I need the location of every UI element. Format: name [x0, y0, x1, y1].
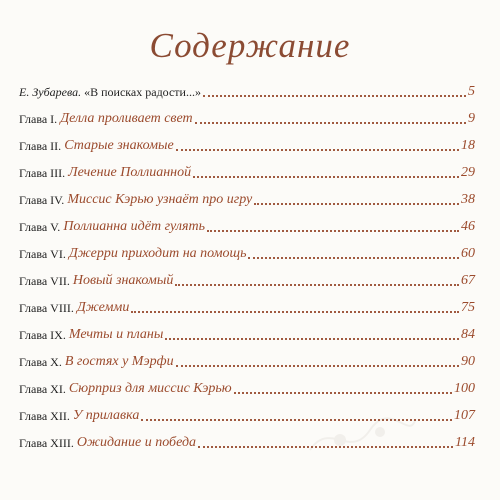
entry-page: 84: [461, 327, 475, 342]
entry-title: Поллианна идёт гулять: [63, 219, 205, 234]
entry-page: 18: [461, 138, 475, 153]
entry-page: 60: [461, 246, 475, 261]
entry-page: 114: [455, 435, 475, 450]
toc-entry-chapter-3[interactable]: [19, 159, 475, 181]
entry-page: 46: [461, 219, 475, 234]
toc-entry-chapter-2[interactable]: [19, 132, 475, 154]
entry-prefix: Глава III.: [19, 166, 66, 180]
entry-page: 5: [468, 84, 475, 99]
entry-page: 107: [454, 408, 475, 423]
dot-leader: [207, 230, 459, 232]
entry-prefix: Глава X.: [19, 355, 62, 369]
dot-leader: [131, 311, 459, 313]
dot-leader: [198, 446, 453, 448]
toc-entry-chapter-8[interactable]: [19, 294, 475, 316]
entry-prefix: Глава VI.: [19, 247, 66, 261]
toc-entry-chapter-5[interactable]: [19, 213, 475, 235]
dot-leader: [193, 176, 459, 178]
entry-title: Лечение Поллианной: [68, 165, 192, 180]
toc-entry-chapter-10[interactable]: [19, 348, 475, 370]
toc-entry-chapter-9[interactable]: [19, 321, 475, 343]
dot-leader: [165, 338, 459, 340]
toc-entry-chapter-12[interactable]: [19, 402, 475, 424]
entry-prefix: Глава II.: [19, 139, 62, 153]
entry-title: «В поисках радости...»: [84, 85, 201, 99]
entry-prefix: Глава XIII.: [19, 436, 74, 450]
entry-page: 100: [454, 381, 475, 396]
entry-title: Мечты и планы: [68, 327, 164, 342]
dot-leader: [176, 365, 459, 367]
dot-leader: [254, 203, 459, 205]
page-title: Содержание: [149, 26, 351, 65]
entry-prefix: Глава V.: [19, 220, 61, 234]
toc-entry-chapter-7[interactable]: [19, 267, 475, 289]
entry-prefix: Глава XII.: [19, 409, 70, 423]
dot-leader: [195, 122, 466, 124]
entry-title: Сюрприз для миссис Кэрью: [68, 381, 232, 396]
toc-entry-intro[interactable]: [19, 78, 475, 100]
dot-leader: [175, 284, 459, 286]
entry-title: Джемми: [76, 300, 130, 315]
dot-leader: [176, 149, 459, 151]
toc-entry-chapter-1[interactable]: [19, 105, 475, 127]
entry-page: 29: [461, 165, 475, 180]
entry-page: 9: [468, 111, 475, 126]
toc-entry-chapter-13[interactable]: [19, 429, 475, 451]
entry-prefix: Глава I.: [19, 112, 58, 126]
entry-prefix: Глава IV.: [19, 193, 65, 207]
toc-entry-chapter-6[interactable]: [19, 240, 475, 262]
dot-leader: [234, 392, 452, 394]
entry-prefix: Е. Зубарева.: [19, 85, 82, 99]
entry-prefix: Глава IX.: [19, 328, 66, 342]
dot-leader: [141, 419, 452, 421]
entry-prefix: Глава VIII.: [19, 301, 74, 315]
entry-title: Делла проливает свет: [60, 111, 193, 126]
entry-title: У прилавка: [72, 408, 140, 423]
entry-prefix: Глава VII.: [19, 274, 70, 288]
entry-title: Старые знакомые: [64, 138, 174, 153]
toc-entry-chapter-4[interactable]: [19, 186, 475, 208]
entry-title: Новый знакомый: [72, 273, 174, 288]
entry-title: Ожидание и победа: [76, 435, 197, 450]
entry-page: 38: [461, 192, 475, 207]
entry-title: Миссис Кэрью узнаёт про игру: [67, 192, 253, 207]
entry-prefix: Глава XI.: [19, 382, 66, 396]
toc-entry-chapter-11[interactable]: [19, 375, 475, 397]
dot-leader: [248, 257, 459, 259]
entry-title: В гостях у Мэрфи: [64, 354, 174, 369]
entry-page: 90: [461, 354, 475, 369]
dot-leader: [203, 95, 466, 97]
entry-page: 67: [461, 273, 475, 288]
entry-title: Джерри приходит на помощь: [68, 246, 247, 261]
entry-page: 75: [461, 300, 475, 315]
